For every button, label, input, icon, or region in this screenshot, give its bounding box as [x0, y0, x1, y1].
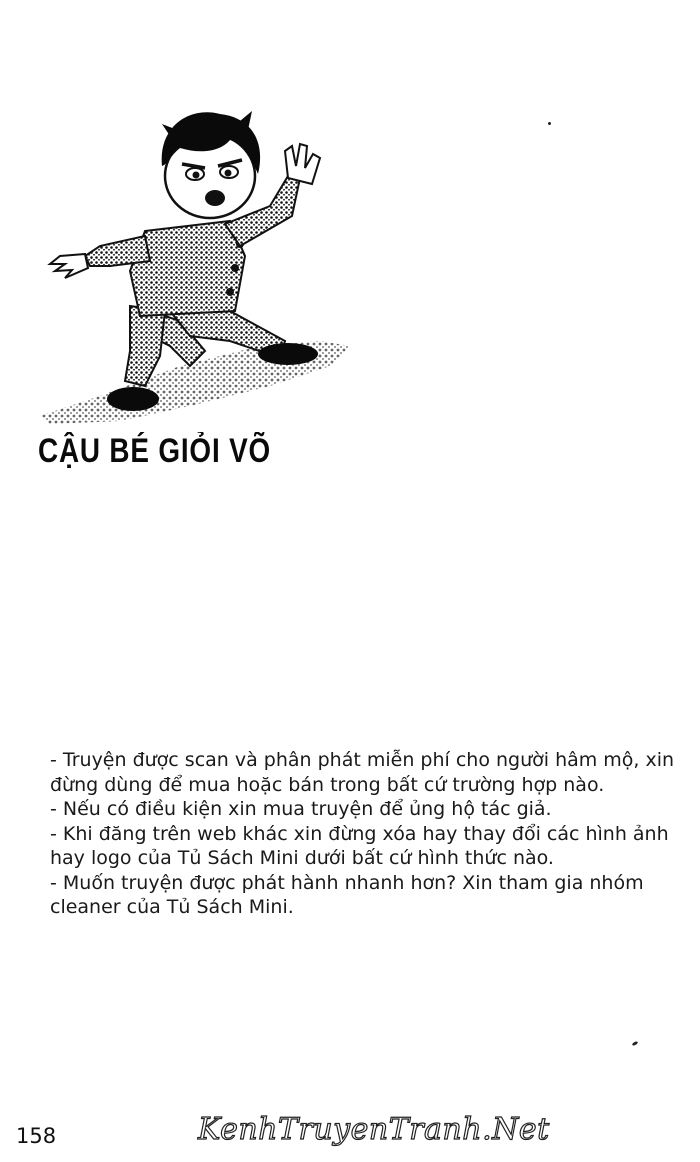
chapter-title: CẬU BÉ GIỎI VÕ — [38, 432, 271, 470]
page-number: 158 — [16, 1124, 57, 1148]
notice-line: đừng dùng để mua hoặc bán trong bất cứ trường hợp nào. — [50, 773, 605, 796]
notice-line: - Truyện được scan và phân phát miễn phí cho người hâm mộ, xin — [50, 749, 675, 771]
notice-line: - Muốn truyện được phát hành nhanh hơn? Xin tham gia nhóm — [50, 871, 644, 894]
kung-fu-boy-illustration — [30, 96, 360, 436]
notice-line: hay logo của Tủ Sách Mini dưới bất cứ hình thức nào. — [50, 847, 554, 869]
notice-line: - Khi đăng trên web khác xin đừng xóa hay thay đổi các hình ảnh — [50, 822, 669, 845]
ink-speck — [632, 1041, 639, 1047]
notice-line: cleaner của Tủ Sách Mini. — [50, 896, 294, 918]
ink-speck — [548, 122, 551, 125]
site-watermark: KenhTruyenTranh.Net — [198, 1112, 550, 1147]
scanlation-notice — [50, 748, 675, 920]
notice-line: - Nếu có điều kiện xin mua truyện để ủng hộ tác giả. — [50, 798, 552, 820]
